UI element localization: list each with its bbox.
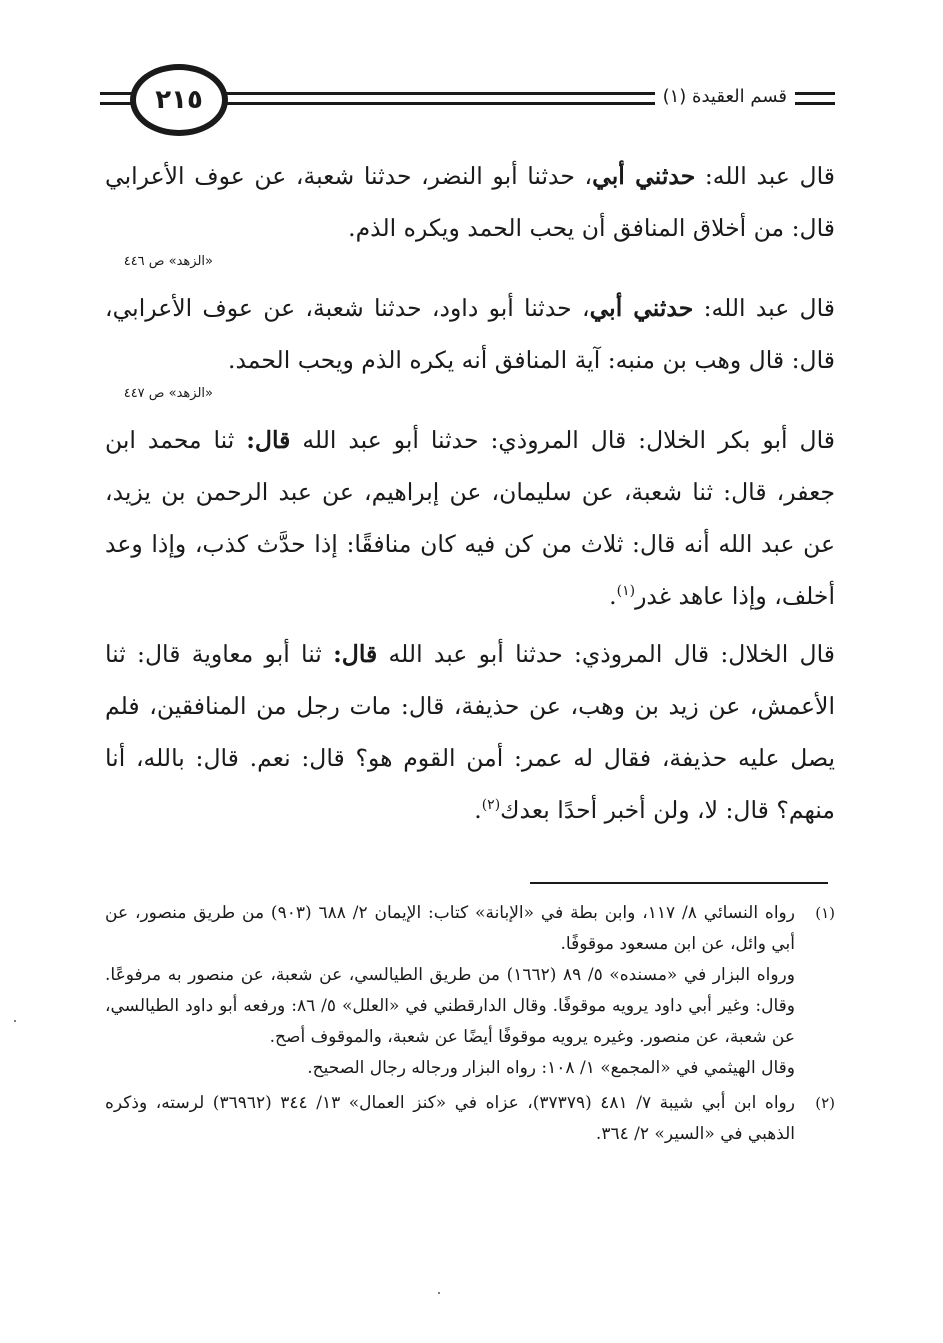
paragraph-4: قال الخلال: قال المروذي: حدثنا أبو عبد الله قال: ثنا أبو معاوية قال: ثنا الأعمش، عن زيد بن وهب، عن حذيفة، قال: مات رجل من المنافقين، فلم يصل عليه حذيفة، فقال له عمر: أمن القوم هو؟ قال: نعم. قال: بالله، أنا منهم؟ قال: لا، ولن أخبر أحدًا بعدك$^{(٢)}$. [105, 640, 835, 824]
paragraph-3: قال أبو بكر الخلال: قال المروذي: حدثنا أبو عبد الله قال: ثنا محمد ابن جعفر، قال: ثنا شعبة، عن سليمان، عن إبراهيم، عن عبد الرحمن بن يزيد، عن عبد الله أنه قال: ثلاث من كن فيه كان منافقًا: إذا حدَّث كذب، وإذا وعد أخلف، وإذا عاهد غدر$^{(١)}$. [105, 426, 835, 610]
main-text [105, 150, 835, 836]
bold-phrase: قال: [246, 426, 291, 454]
paragraph-2: قال عبد الله: حدثني أبي، حدثنا أبو داود، حدثنا شعبة، عن عوف الأعرابي، قال: قال وهب بن منبه: آية المنافق أنه يكره الذم ويحب الحمد. [105, 294, 836, 374]
paragraph-1: قال عبد الله: حدثني أبي، حدثنا أبو النضر، حدثنا شعبة، عن عوف الأعرابي قال: من أخلاق المنافق أن يحب الحمد ويكره الذم. [105, 162, 835, 242]
footnote-1 [105, 898, 835, 1084]
footnotes [105, 898, 835, 1150]
footnote-separator [530, 882, 828, 884]
scan-speck [14, 1020, 16, 1022]
source-reference-1: «الزهد» ص ٤٤٦ [123, 254, 213, 269]
running-title: قسم العقيدة (١) [655, 86, 795, 107]
footnote-2 [105, 1088, 835, 1150]
footnote-number: (١) [815, 904, 835, 922]
page-number: ٢١٥ [155, 85, 203, 115]
footnote-text: رواه النسائي ٨/ ١١٧، وابن بطة في «الإبانة» كتاب: الإيمان ٢/ ٦٨٨ (٩٠٣) من طريق منصور، عن أبي وائل، عن ابن مسعود موقوفًا. ورواه البزار في «مسنده» ٥/ ٨٩ (١٦٦٢) من طريق الطيالسي، عن شعبة، عن منصور به مرفوعًا. وقال: وغير أبي داود يرويه موقوفًا. وقال الدارقطني في «العلل» ٥/ ٨٦: ورفعه أبو داود الطيالسي، عن شعبة، عن منصور. وغيره يرويه موقوفًا أيضًا عن شعبة، والموقوف أصح. وقال الهيثمي في «المجمع» ١/ ١٠٨: رواه البزار ورجاله رجال الصحيح. [105, 903, 795, 1078]
bold-phrase: حدثني أبي [592, 162, 696, 190]
footnote-number: (٢) [815, 1094, 835, 1112]
footnote-text: رواه ابن أبي شيبة ٧/ ٤٨١ (٣٧٣٧٩)، عزاه في «كنز العمال» ١٣/ ٣٤٤ (٣٦٩٦٢) لرسته، وذكره الذهبي في «السير» ٢/ ٣٦٤. [105, 1093, 795, 1144]
bold-phrase: قال: [333, 640, 378, 668]
footnote-ref-2[interactable]: (٢) [481, 797, 501, 814]
page-number-badge [130, 64, 228, 136]
footnote-ref-1[interactable]: (١) [616, 583, 636, 600]
page-header [100, 62, 835, 138]
scan-speck [438, 1292, 440, 1294]
bold-phrase: حدثني أبي [589, 294, 694, 322]
source-reference-2: «الزهد» ص ٤٤٧ [123, 386, 213, 401]
